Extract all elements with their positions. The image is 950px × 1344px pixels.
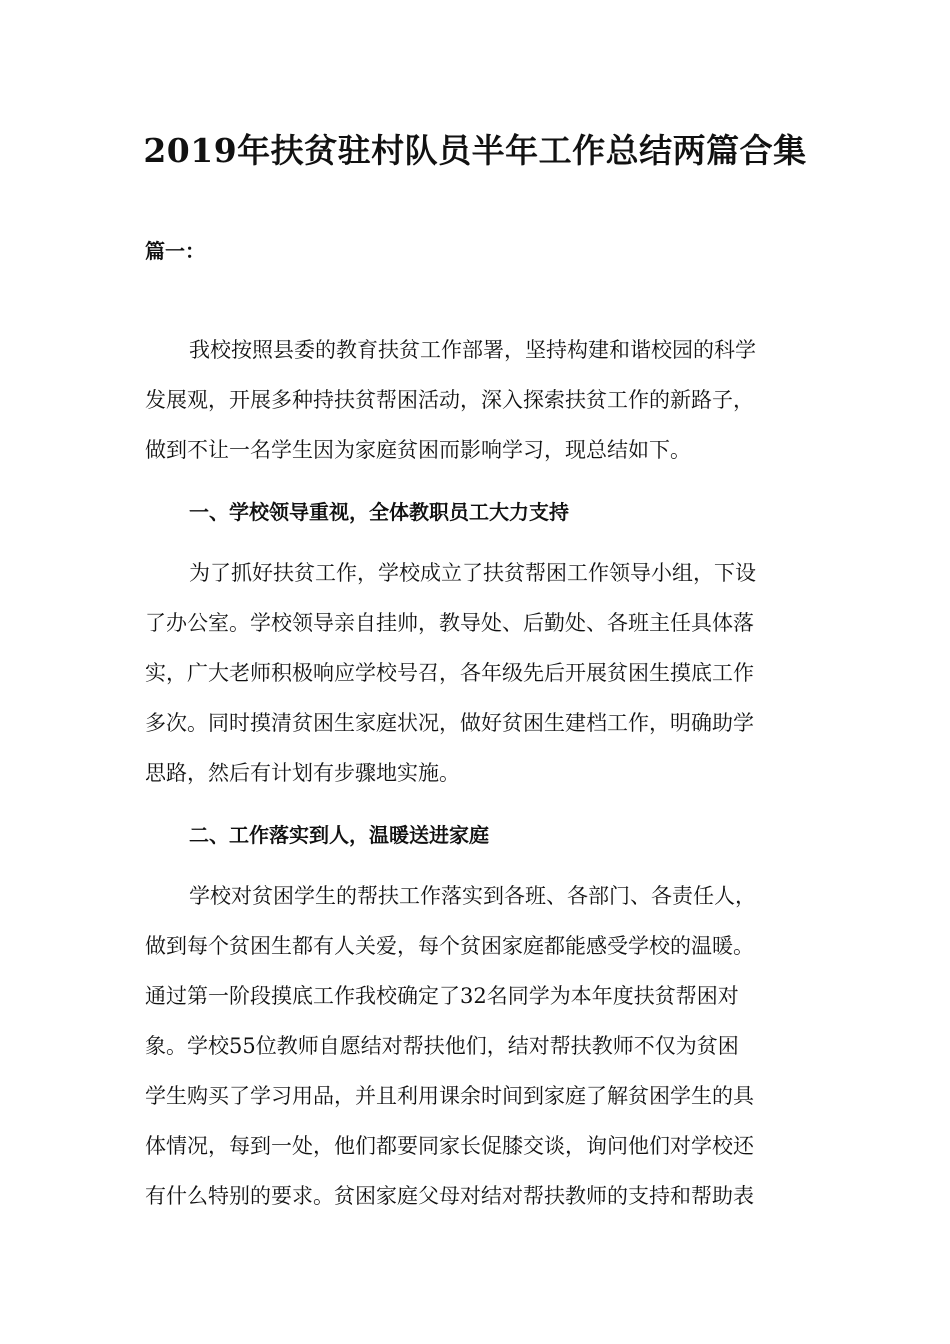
document-title: 2019年扶贫驻村队员半年工作总结两篇合集 (143, 131, 807, 170)
paragraph-line: 通过第一阶段摸底工作我校确定了32名同学为本年度扶贫帮困对 (145, 984, 739, 1008)
section-label: 篇一： (145, 239, 205, 263)
paragraph-line: 做到每个贫困生都有人关爱，每个贫困家庭都能感受学校的温暖。 (145, 934, 754, 958)
section-heading-1: 一、学校领导重视，全体教职员工大力支持 (189, 500, 569, 524)
intro-line: 发展观，开展多种持扶贫帮困活动，深入探索扶贫工作的新路子， (145, 388, 754, 412)
paragraph-line: 为了抓好扶贫工作，学校成立了扶贫帮困工作领导小组，下设 (189, 561, 756, 585)
paragraph-line: 学校对贫困学生的帮扶工作落实到各班、各部门、各责任人， (189, 884, 756, 908)
paragraph-line: 象。学校55位教师自愿结对帮扶他们，结对帮扶教师不仅为贫困 (145, 1034, 739, 1058)
paragraph-line: 思路，然后有计划有步骤地实施。 (145, 761, 460, 785)
section-heading-2: 二、工作落实到人，温暖送进家庭 (189, 823, 489, 847)
paragraph-line: 多次。同时摸清贫困生家庭状况，做好贫困生建档工作，明确助学 (145, 711, 754, 735)
paragraph-line: 体情况，每到一处，他们都要同家长促膝交谈，询问他们对学校还 (145, 1134, 754, 1158)
paragraph-line: 有什么特别的要求。贫困家庭父母对结对帮扶教师的支持和帮助表 (145, 1184, 754, 1208)
paragraph-line: 实，广大老师积极响应学校号召，各年级先后开展贫困生摸底工作 (145, 661, 754, 685)
intro-line: 我校按照县委的教育扶贫工作部署，坚持构建和谐校园的科学 (189, 338, 756, 362)
paragraph-line: 了办公室。学校领导亲自挂帅，教导处、后勤处、各班主任具体落 (145, 611, 754, 635)
paragraph-line: 学生购买了学习用品，并且利用课余时间到家庭了解贫困学生的具 (145, 1084, 754, 1108)
intro-line: 做到不让一名学生因为家庭贫困而影响学习，现总结如下。 (145, 438, 691, 462)
